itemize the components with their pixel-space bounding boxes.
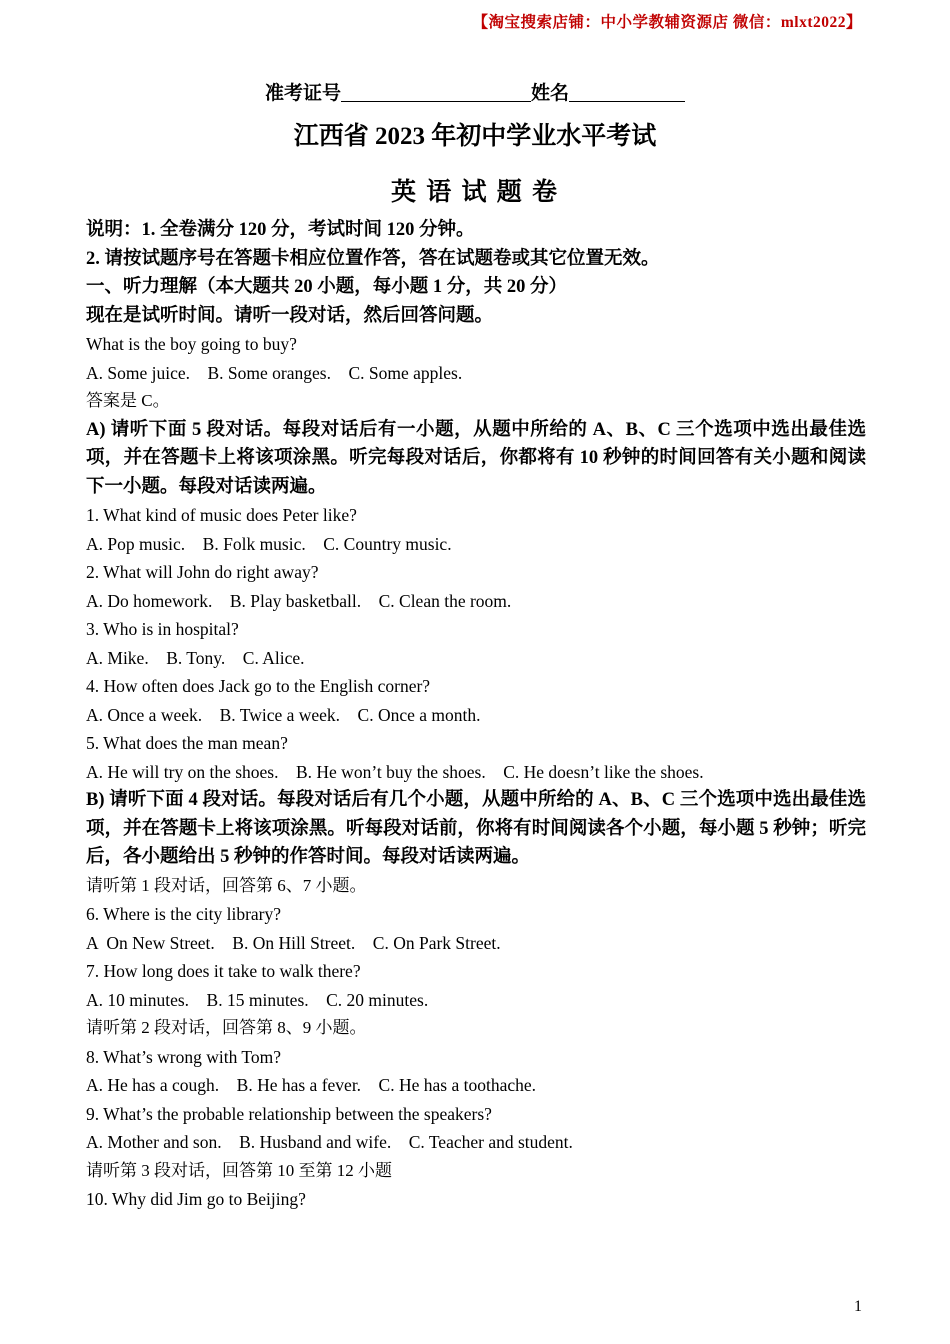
paragraph-line: A. Mother and son. B. Husband and wife. C. Teacher and student.: [86, 1132, 573, 1152]
admission-number-label: 准考证号: [264, 83, 341, 104]
paragraph-line: A. 10 minutes. B. 15 minutes. C. 20 minutes.: [86, 989, 429, 1010]
paragraph-line: 请听第 3 段对话，回答第 10 至第 12 小题: [86, 1160, 392, 1180]
paragraph-line: A On New Street. B. On Hill Street. C. On Park Street.: [86, 932, 501, 953]
admission-number-blank: [341, 84, 531, 102]
paragraph-line: B) 请听下面 4 段对话。每段对话后有几个小题，从题中所给的 A、B、C 三个选项中选出最佳选项，并在答题卡上将该项涂黑。听每段对话前，你将有时间阅读各个小题，每小题 5 秒钟；听完后，各小题给出 5 秒钟的作答时间。每段对话读两遍。: [86, 790, 866, 867]
paragraph-line: A. He will try on the shoes. B. He won’t buy the shoes. C. He doesn’t like the shoes.: [86, 761, 704, 782]
paragraph-line: 请听第 1 段对话，回答第 6、7 小题。: [86, 875, 367, 895]
paragraph-line: What is the boy going to buy?: [86, 334, 297, 354]
paragraph-line: 请听第 2 段对话，回答第 8、9 小题。: [86, 1018, 367, 1037]
paragraph-line: A. Pop music. B. Folk music. C. Country music.: [86, 533, 452, 554]
paragraph-line: 6. Where is the city library?: [86, 904, 282, 924]
paragraph-line: 一、听力理解（本大题共 20 小题，每小题 1 分，共 20 分）: [86, 277, 568, 297]
exam-subtitle: 英 语 试 题 卷: [390, 179, 559, 206]
paragraph-line: 现在是试听时间。请听一段对话，然后回答问题。: [86, 305, 494, 326]
name-label: 姓名: [531, 83, 570, 104]
paragraph-line: 1. What kind of music does Peter like?: [86, 505, 357, 525]
paragraph-line: 4. How often does Jack go to the English corner?: [86, 676, 431, 696]
paragraph-line: 7. How long does it take to walk there?: [86, 961, 361, 981]
paragraph-line: A. Mike. B. Tony. C. Alice.: [86, 647, 305, 668]
paragraph-line: A. Do homework. B. Play basketball. C. Clean the room.: [86, 590, 512, 611]
paragraph-line: 5. What does the man mean?: [86, 733, 288, 753]
paragraph-line: 2. What will John do right away?: [86, 562, 319, 582]
paragraph-line: 2. 请按试题序号在答题卡相应位置作答，答在试题卷或其它位置无效。: [86, 248, 660, 269]
exam-title: 江西省 2023 年初中学业水平考试: [293, 123, 657, 150]
paragraph-line: 3. Who is in hospital?: [86, 619, 239, 639]
exam-id-line: [0, 78, 950, 105]
name-blank: [569, 84, 685, 102]
paragraph-line: 9. What’s the probable relationship between the speakers?: [86, 1103, 492, 1124]
paragraph-line: 答案是 C。: [86, 391, 170, 410]
shop-watermark-text: 【淘宝搜索店铺：中小学教辅资源店 微信：mlxt2022】: [472, 14, 862, 31]
page-number: 1: [854, 1298, 862, 1315]
paragraph-line: A. Once a week. B. Twice a week. C. Once a month.: [86, 704, 481, 725]
paragraph-line: 说明：1. 全卷满分 120 分，考试时间 120 分钟。: [86, 220, 475, 240]
paragraph-line: 8. What’s wrong with Tom?: [86, 1046, 281, 1067]
document-lines: [86, 216, 866, 1214]
paragraph-line: 10. Why did Jim go to Beijing?: [86, 1189, 306, 1209]
paragraph-line: A. Some juice. B. Some oranges. C. Some apples.: [86, 362, 463, 383]
paragraph-line: A) 请听下面 5 段对话。每段对话后有一小题，从题中所给的 A、B、C 三个选项中选出最佳选项，并在答题卡上将该项涂黑。听完每段对话后，你都将有 10 秒钟的时间回答有关小题和阅读下一小题。每段对话读两遍。: [86, 419, 866, 497]
paragraph-line: A. He has a cough. B. He has a fever. C. He has a toothache.: [86, 1075, 537, 1095]
